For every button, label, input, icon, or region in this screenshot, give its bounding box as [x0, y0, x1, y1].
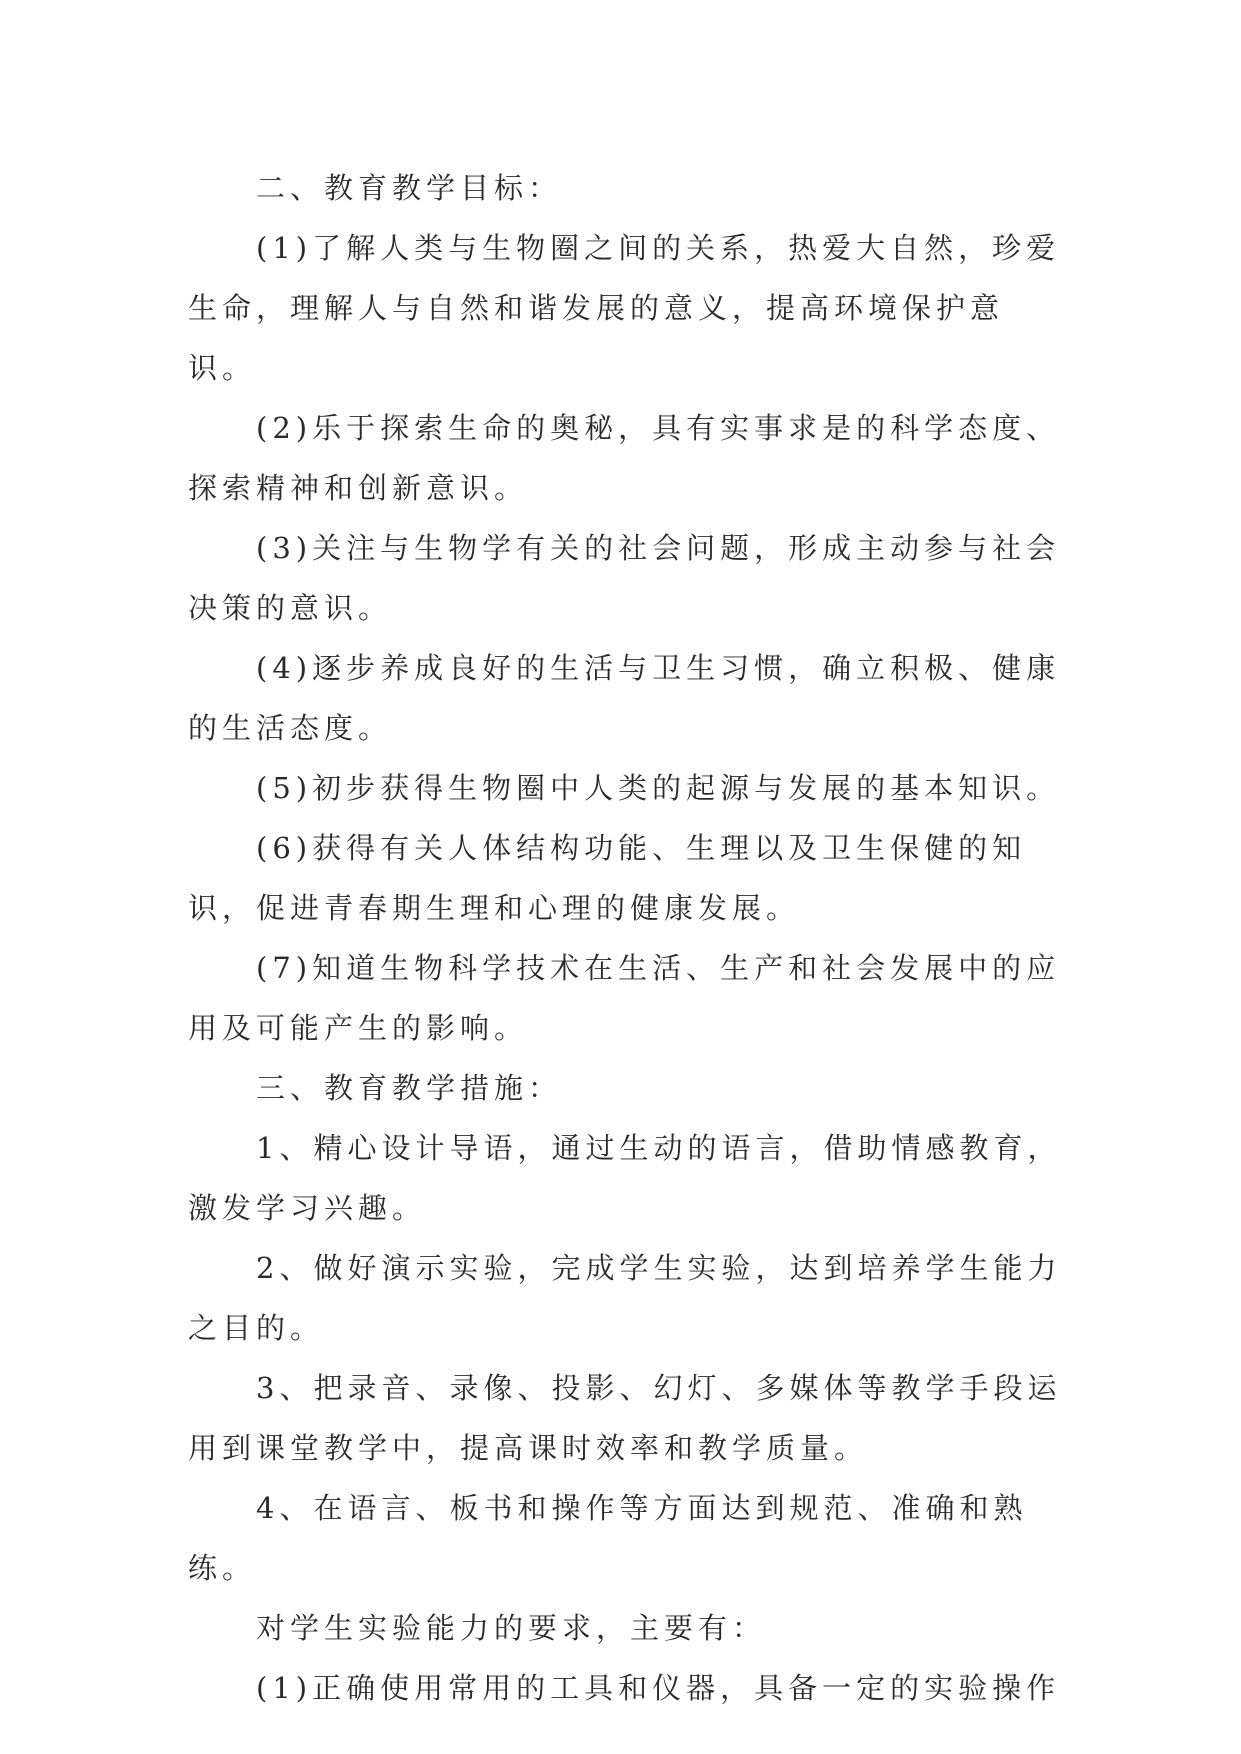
measure-item-3: 3、把录音、录像、投影、幻灯、多媒体等教学手段运用到课堂教学中，提高课时效率和教学质量。: [188, 1371, 1062, 1465]
experiment-requirements-intro: 对学生实验能力的要求，主要有：: [256, 1611, 767, 1645]
document-body: [188, 158, 1068, 1718]
goal-item-6: (6)获得有关人体结构功能、生理以及卫生保健的知识，促进青春期生理和心理的健康发展。: [188, 831, 1027, 925]
measure-item-1: 1、精心设计导语，通过生动的语言，借助情感教育，激发学习兴趣。: [188, 1131, 1062, 1225]
goal-item-5: (5)初步获得生物圈中人类的起源与发展的基本知识。: [256, 771, 1061, 805]
goal-item-4: (4)逐步养成良好的生活与卫生习惯，确立积极、健康的生活态度。: [188, 651, 1061, 745]
experiment-requirement-1: (1)正确使用常用的工具和仪器，具备一定的实验操作: [256, 1671, 1061, 1705]
goal-item-7: (7)知道生物科学技术在生活、生产和社会发展中的应用及可能产生的影响。: [188, 951, 1061, 1045]
goal-item-2: (2)乐于探索生命的奥秘，具有实事求是的科学态度、探索精神和创新意识。: [188, 411, 1061, 505]
goal-item-3: (3)关注与生物学有关的社会问题，形成主动参与社会决策的意识。: [188, 531, 1061, 625]
section-heading-measures: 三、教育教学措施：: [256, 1071, 563, 1105]
measure-item-2: 2、做好演示实验，完成学生实验，达到培养学生能力之目的。: [188, 1251, 1062, 1345]
goal-item-1: (1)了解人类与生物圈之间的关系，热爱大自然，珍爱生命，理解人与自然和谐发展的意义，提高环境保护意识。: [188, 231, 1061, 385]
measure-item-4: 4、在语言、板书和操作等方面达到规范、准确和熟练。: [188, 1491, 1028, 1585]
section-heading-goals: 二、教育教学目标：: [256, 171, 563, 205]
